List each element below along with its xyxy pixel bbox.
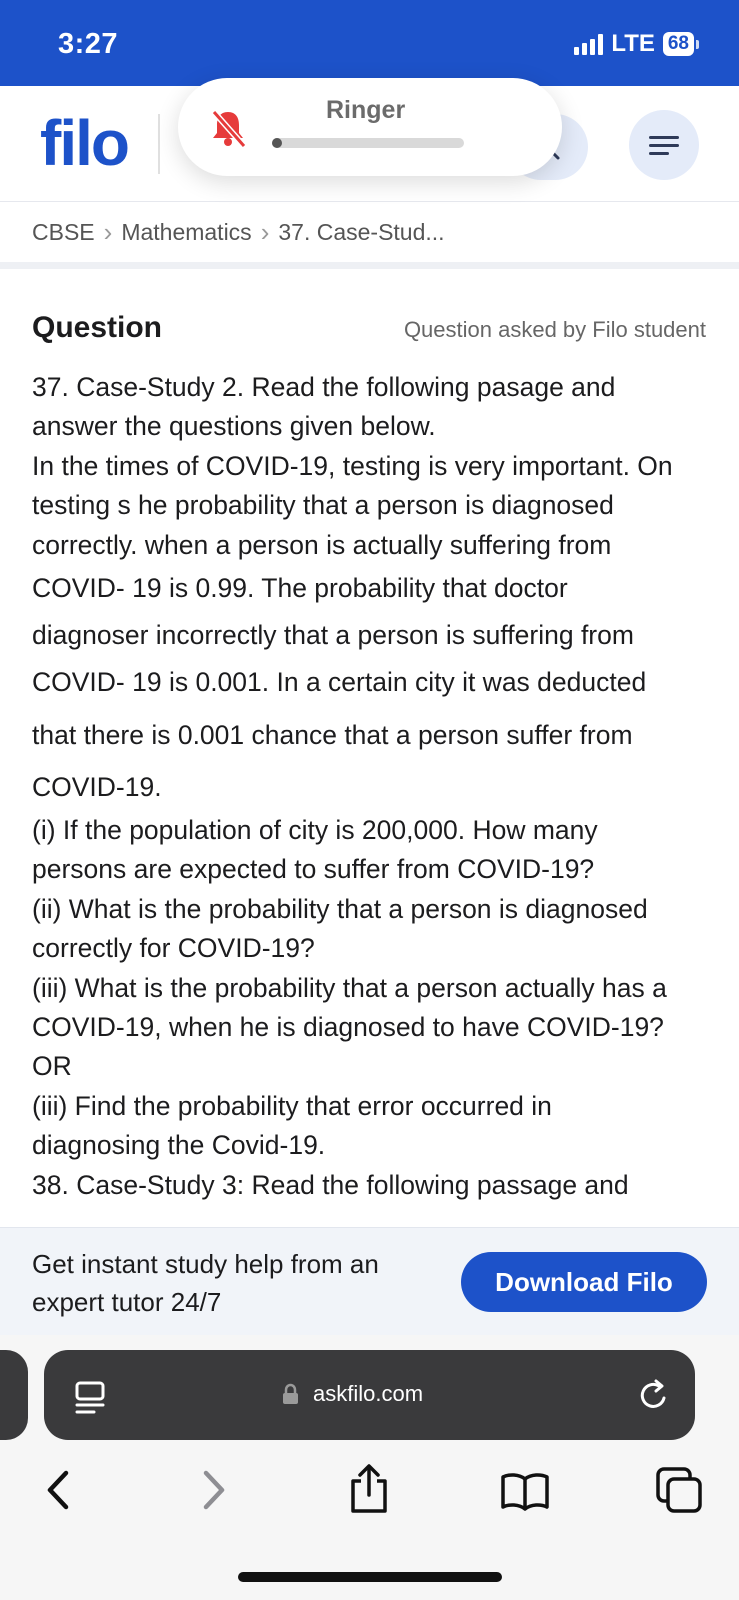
- forward-icon[interactable]: [198, 1467, 232, 1513]
- ringer-volume-fill: [272, 138, 282, 148]
- chevron-right-icon: ›: [103, 217, 113, 247]
- url-display[interactable]: [282, 1381, 423, 1407]
- question-line: (ii) What is the probability that a person is diagnosed: [32, 893, 648, 924]
- page-menu-icon[interactable]: [74, 1378, 106, 1418]
- reload-icon[interactable]: [637, 1377, 671, 1413]
- url-bar[interactable]: [44, 1350, 695, 1440]
- question-line: In the times of COVID-19, testing is very important. On: [32, 450, 673, 481]
- breadcrumb: [32, 217, 445, 248]
- question-line: COVID- 19 is 0.001. In a certain city it was deducted: [32, 667, 647, 698]
- lock-icon: [282, 1383, 299, 1405]
- cta-text: Get instant study help from an expert tutor 24/7: [32, 1249, 379, 1317]
- url-text: askfilo.com: [313, 1381, 424, 1406]
- question-line: diagnoser incorrectly that a person is suffering from: [32, 620, 634, 651]
- question-line: diagnosing the Covid-19.: [32, 1130, 326, 1161]
- previous-tab-edge[interactable]: [0, 1350, 28, 1440]
- section-divider: [0, 262, 739, 269]
- download-filo-button[interactable]: Download Filo: [461, 1252, 707, 1312]
- question-line: correctly for COVID-19?: [32, 933, 315, 964]
- filo-logo[interactable]: filo: [40, 107, 128, 179]
- question-line: (iii) What is the probability that a person actually has a: [32, 972, 667, 1003]
- status-time: 3:27: [58, 28, 119, 60]
- breadcrumb-item-cbse[interactable]: CBSE: [32, 219, 95, 245]
- share-icon[interactable]: [347, 1461, 391, 1515]
- logo-divider: [158, 114, 160, 174]
- battery-icon: [663, 32, 699, 56]
- cta-bar: [0, 1227, 739, 1335]
- question-heading: Question: [32, 311, 163, 344]
- question-line: correctly. when a person is actually suffering from: [32, 529, 612, 560]
- question-line: 37. Case-Study 2. Read the following pasage and: [32, 372, 616, 402]
- signal-icon: [574, 33, 603, 55]
- question-body: [32, 368, 722, 1205]
- browser-toolbar: [0, 1455, 739, 1535]
- hamburger-icon: [649, 131, 679, 160]
- question-line: answer the questions given below.: [32, 411, 436, 442]
- question-line: (iii) Find the probability that error occurred in: [32, 1090, 552, 1121]
- back-icon[interactable]: [40, 1467, 74, 1513]
- chevron-right-icon: ›: [260, 217, 270, 247]
- ringer-label: Ringer: [326, 96, 406, 124]
- status-indicators: [574, 30, 699, 58]
- bookmarks-icon[interactable]: [499, 1469, 551, 1513]
- question-line: persons are expected to suffer from COVID-19?: [32, 854, 595, 885]
- menu-button[interactable]: [629, 110, 699, 180]
- question-line: that there is 0.001 chance that a person suffer from: [32, 720, 633, 751]
- ringer-overlay: [178, 78, 562, 176]
- question-line: (i) If the population of city is 200,000. How many: [32, 815, 598, 846]
- bell-muted-icon: [206, 106, 250, 150]
- home-indicator[interactable]: [238, 1572, 502, 1582]
- question-asked-by: Question asked by Filo student: [403, 317, 706, 342]
- status-bar: [0, 0, 739, 86]
- breadcrumb-item-current: 37. Case-Stud...: [278, 219, 445, 245]
- question-line: COVID-19.: [32, 772, 162, 803]
- question-line: 38. Case-Study 3: Read the following passage and: [32, 1169, 629, 1200]
- question-line: testing s he probability that a person is diagnosed: [32, 490, 614, 521]
- ringer-volume-slider[interactable]: [272, 138, 464, 148]
- breadcrumb-item-mathematics[interactable]: Mathematics: [121, 219, 252, 245]
- question-line: COVID- 19 is 0.99. The probability that doctor: [32, 573, 568, 604]
- network-type: LTE: [611, 30, 655, 57]
- tabs-icon[interactable]: [654, 1465, 704, 1515]
- question-line: COVID-19, when he is diagnosed to have COVID-19?: [32, 1012, 664, 1043]
- battery-level: 68: [663, 32, 694, 56]
- question-line: OR: [32, 1051, 72, 1082]
